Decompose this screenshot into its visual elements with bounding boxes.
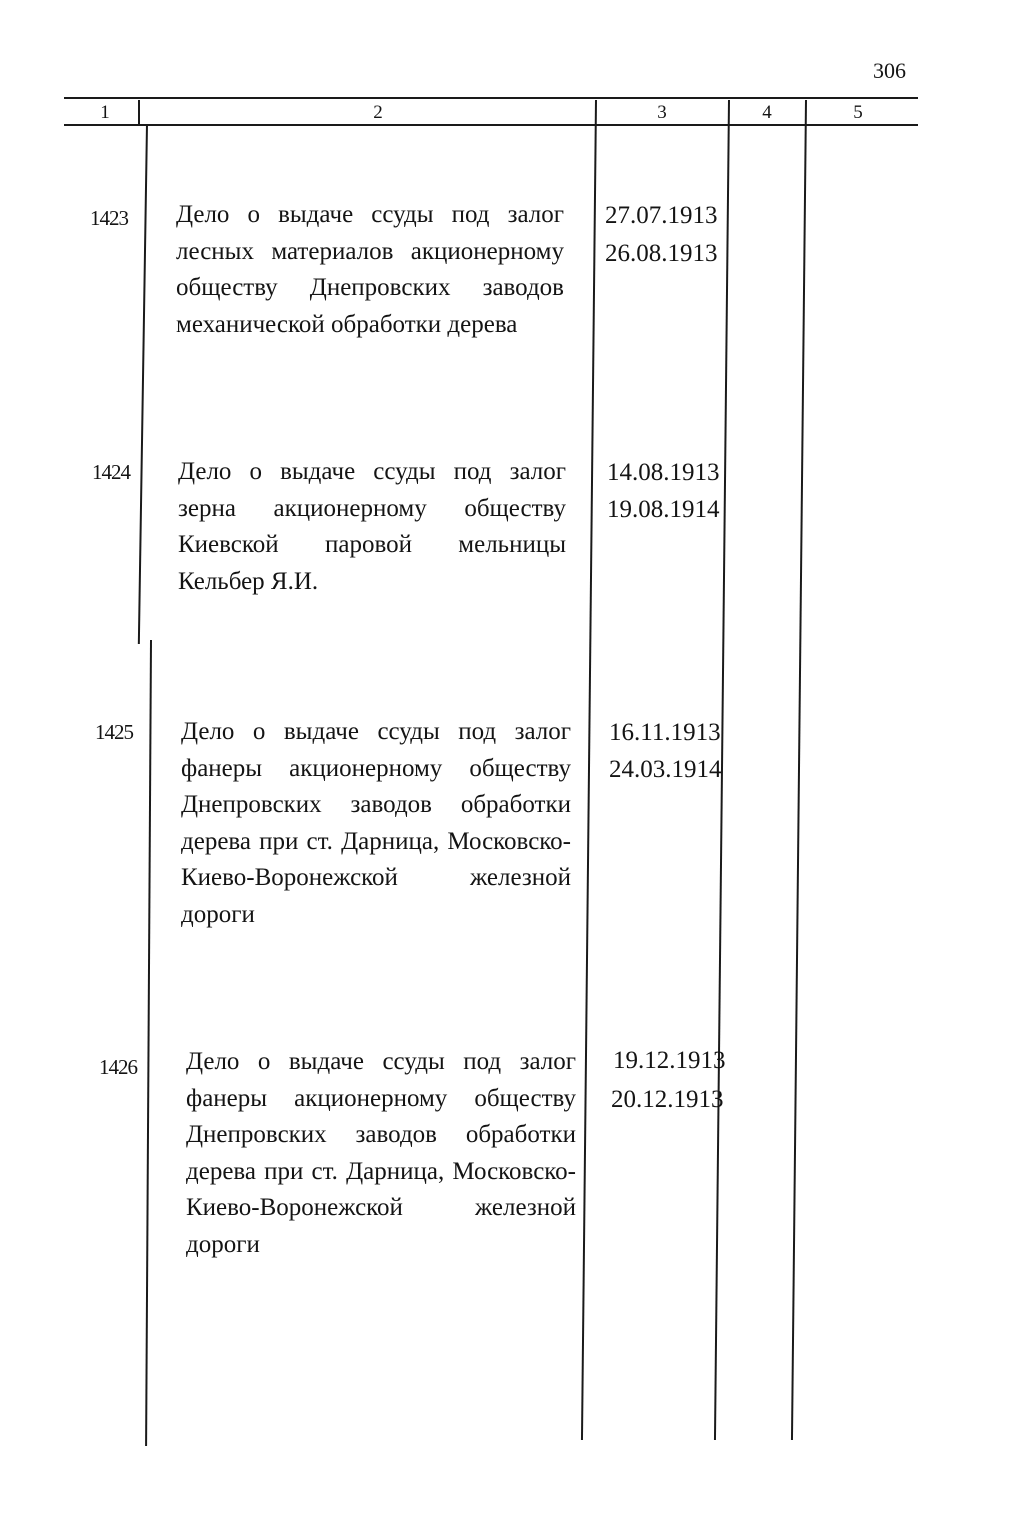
column-header-2: 2 <box>373 102 383 123</box>
column-divider-4-5 <box>791 100 807 1440</box>
column-header-1: 1 <box>100 102 110 123</box>
column-header-4: 4 <box>762 102 772 123</box>
case-number: 1425 <box>95 720 133 744</box>
column-header-3: 3 <box>657 102 667 123</box>
case-title: Дело о выдаче ссуды под залог зерна акционерному обществу Киевской паровой мельницы Кельбер Я.И. <box>178 458 566 595</box>
case-number: 1423 <box>90 206 128 230</box>
case-date-start: 14.08.1913 <box>607 459 720 486</box>
column-divider-2-3 <box>581 100 597 1440</box>
table-header-rule <box>64 124 918 126</box>
table-top-rule <box>64 97 918 99</box>
case-title: Дело о выдаче ссуды под залог лесных материалов акционерному обществу Днепровских заводов механической обработки дерева <box>176 201 564 338</box>
case-date-start: 19.12.1913 <box>613 1047 726 1074</box>
case-title: Дело о выдаче ссуды под залог фанеры акционерному обществу Днепровских заводов обработки дерева при ст. Дарница, Московско-Киево-Воронежской железной дороги <box>181 718 571 928</box>
column-divider-1-2-lower <box>145 640 152 1446</box>
case-date-end: 20.12.1913 <box>611 1086 724 1113</box>
column-divider-1-2 <box>138 100 140 124</box>
case-date-start: 27.07.1913 <box>605 202 718 229</box>
page-number: 306 <box>873 58 906 83</box>
case-number: 1426 <box>99 1055 137 1079</box>
column-header-5: 5 <box>853 102 863 123</box>
case-date-end: 26.08.1913 <box>605 240 718 267</box>
case-date-start: 16.11.1913 <box>609 719 721 746</box>
case-number: 1424 <box>92 460 130 484</box>
column-divider-1-2-body <box>138 124 148 644</box>
case-title: Дело о выдаче ссуды под залог фанеры акционерному обществу Днепровских заводов обработки дерева при ст. Дарница, Московско-Киево-Воронежской железной дороги <box>186 1048 576 1258</box>
case-date-end: 24.03.1914 <box>609 756 722 783</box>
case-date-end: 19.08.1914 <box>607 496 720 523</box>
